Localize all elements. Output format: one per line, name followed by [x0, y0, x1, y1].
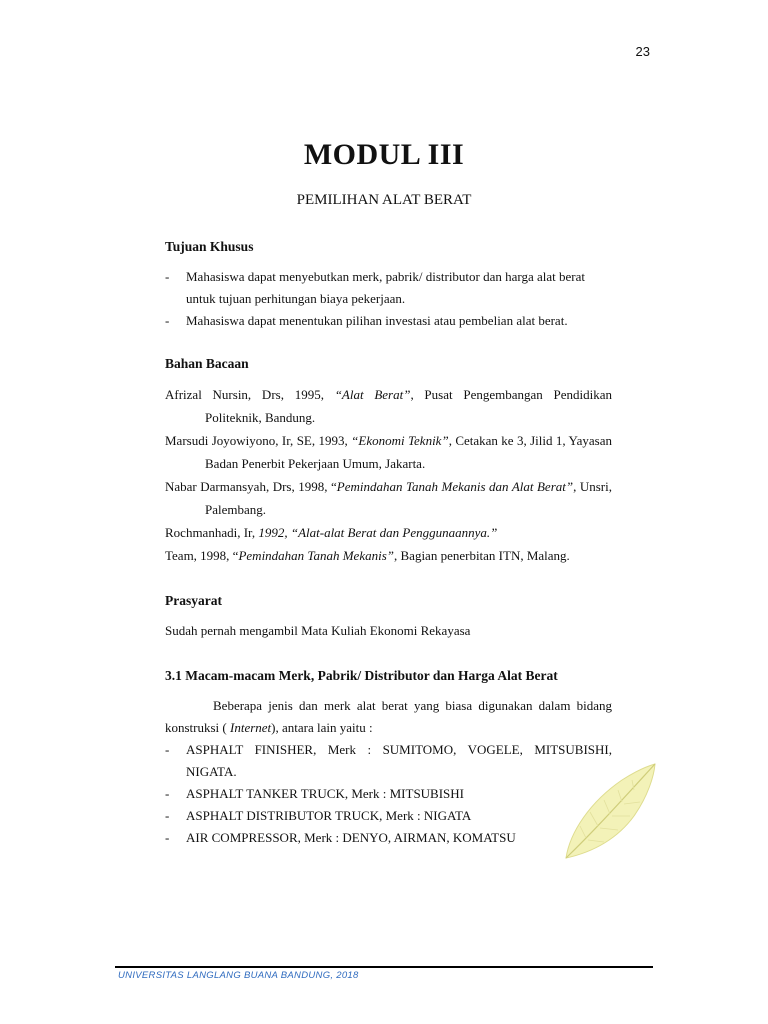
page-number: 23 [635, 44, 650, 59]
equipment-item-text: ASPHALT TANKER TRUCK, Merk : MITSUBISHI [186, 786, 465, 801]
section-heading: 3.1 Macam-macam Merk, Pabrik/ Distributor dan Harga Alat Berat [165, 668, 558, 683]
reference-item: Afrizal Nursin, Drs, 1995, “Alat Berat”, Pusat Pengembangan Pendidikan Politeknik, Bandung. [165, 387, 612, 425]
bullet-dash: - [165, 786, 170, 801]
reference-item: Rochmanhadi, Ir, 1992, “Alat-alat Berat dan Penggunaannya.” [165, 525, 498, 540]
section-intro: Beberapa jenis dan merk alat berat yang biasa digunakan dalam bidang konstruksi ( Internet), antara lain yaitu : [165, 698, 612, 735]
tujuan-item [165, 310, 612, 332]
tujuan-section [165, 236, 612, 332]
footer-divider [115, 966, 653, 968]
bullet-dash: - [165, 742, 170, 757]
tujuan-heading: Tujuan Khusus [165, 239, 254, 254]
tujuan-item [165, 266, 612, 310]
bullet-dash: - [165, 808, 170, 823]
section-3-1 [165, 665, 612, 849]
equipment-item-text: AIR COMPRESSOR, Merk : DENYO, AIRMAN, KOMATSU [186, 830, 516, 845]
prasyarat-heading: Prasyarat [165, 593, 222, 608]
reference-item: Team, 1998, “Pemindahan Tanah Mekanis”, Bagian penerbitan ITN, Malang. [165, 548, 570, 563]
bullet-dash: - [165, 830, 170, 845]
prasyarat-section [165, 590, 612, 642]
equipment-item-text: ASPHALT FINISHER, Merk : SUMITOMO, VOGELE, MITSUBISHI, NIGATA. [186, 742, 612, 779]
reference-item: Marsudi Joyowiyono, Ir, SE, 1993, “Ekonomi Teknik”, Cetakan ke 3, Jilid 1, Yayasan Badan Penerbit Pekerjaan Umum, Jakarta. [165, 433, 613, 471]
bahan-section [165, 353, 612, 567]
bullet-dash: - [165, 269, 170, 284]
page-title: MODUL III [303, 138, 465, 171]
equipment-item-text: ASPHALT DISTRIBUTOR TRUCK, Merk : NIGATA [186, 808, 472, 823]
prasyarat-text: Sudah pernah mengambil Mata Kuliah Ekonomi Rekayasa [165, 623, 471, 638]
feather-icon [560, 762, 660, 862]
tujuan-item-line: Mahasiswa dapat menentukan pilihan investasi atau pembelian alat berat. [186, 313, 568, 328]
equipment-item [165, 805, 612, 827]
bahan-heading: Bahan Bacaan [165, 356, 249, 371]
equipment-item [165, 827, 612, 849]
bullet-dash: - [165, 313, 170, 328]
equipment-item [165, 739, 612, 783]
tujuan-item-line: Mahasiswa dapat menyebutkan merk, pabrik/ distributor dan harga alat berat [186, 269, 586, 284]
tujuan-item-line: untuk tujuan perhitungan biaya pekerjaan. [186, 291, 406, 306]
footer-text: UNIVERSITAS LANGLANG BUANA BANDUNG, 2018 [118, 970, 359, 981]
page-subtitle: PEMILIHAN ALAT BERAT [296, 192, 472, 208]
equipment-item [165, 783, 612, 805]
reference-item: Nabar Darmansyah, Drs, 1998, “Pemindahan Tanah Mekanis dan Alat Berat”, Unsri, Palembang. [165, 479, 612, 517]
